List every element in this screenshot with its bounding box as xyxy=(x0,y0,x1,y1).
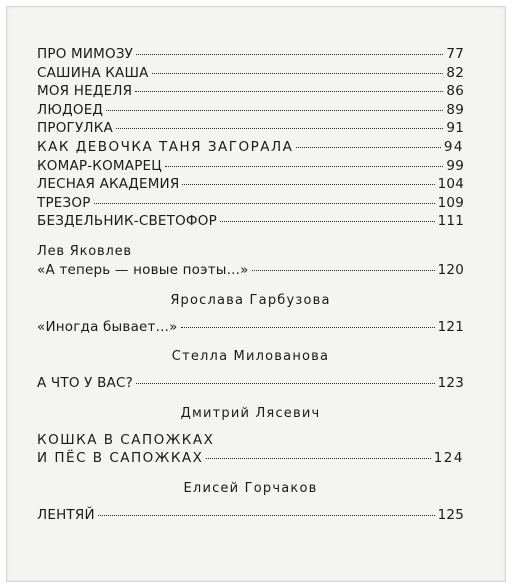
toc-entry xyxy=(37,212,464,231)
toc-entry xyxy=(37,449,464,468)
dot-leader xyxy=(136,383,435,384)
toc-entry-page: 124 xyxy=(433,450,464,467)
toc-entry-title: «А теперь — новые поэты...» xyxy=(37,261,249,278)
dot-leader xyxy=(136,54,443,55)
toc-entry-title: ЛЕНТЯЙ xyxy=(37,506,95,523)
toc-entry-title-line1: КОШКА В САПОЖКАХ xyxy=(37,431,215,448)
dot-leader xyxy=(116,128,443,129)
toc-entry-page: 123 xyxy=(437,375,464,392)
dot-leader xyxy=(252,270,435,271)
toc-entry-page: 86 xyxy=(446,83,464,100)
toc-entry xyxy=(37,175,464,194)
dot-leader xyxy=(182,184,434,185)
toc-entry-page: 125 xyxy=(437,506,464,523)
toc-entry xyxy=(37,318,464,337)
toc-entry xyxy=(37,194,464,213)
toc-entry-title: МОЯ НЕДЕЛЯ xyxy=(37,83,133,100)
toc-entry-page: 109 xyxy=(437,194,464,211)
toc-entry-page: 89 xyxy=(446,101,464,118)
toc-entry-title: ЛЕСНАЯ АКАДЕМИЯ xyxy=(37,176,180,193)
dot-leader xyxy=(181,327,435,328)
toc-entry-line xyxy=(37,431,464,450)
toc-entry xyxy=(37,45,464,64)
toc-entry-page: 77 xyxy=(446,46,464,62)
author-name: Елисей Горчаков xyxy=(183,480,318,496)
toc-entry xyxy=(37,261,464,280)
toc-entry-page: 91 xyxy=(446,120,464,137)
toc-entry-page: 99 xyxy=(446,157,464,174)
toc-entry-title: ЛЮДОЕД xyxy=(37,101,104,118)
dot-leader xyxy=(206,458,430,459)
toc-entry xyxy=(37,82,464,101)
toc-entry xyxy=(37,374,464,393)
toc-entry-title: КАК ДЕВОЧКА ТАНЯ ЗАГОРАЛА xyxy=(37,138,294,155)
toc-entry-page: 104 xyxy=(437,176,464,193)
toc-entry xyxy=(37,64,464,83)
dot-leader xyxy=(98,515,435,516)
toc-entry-page: 120 xyxy=(437,261,464,278)
toc-entry-title: ПРО МИМОЗУ xyxy=(37,46,134,62)
toc-entry-title: ПРОГУЛКА xyxy=(37,120,113,137)
toc-entry xyxy=(37,119,464,138)
toc-entry-title: А ЧТО У ВАС? xyxy=(37,375,133,392)
toc-entry-title: ТРЕЗОР xyxy=(37,194,91,211)
table-of-contents xyxy=(37,45,464,525)
toc-entry-page: 111 xyxy=(437,213,464,230)
toc-entry xyxy=(37,157,464,176)
toc-entry xyxy=(37,506,464,525)
toc-entry xyxy=(37,101,464,120)
author-name: Лев Яковлев xyxy=(37,243,132,259)
toc-entry-page: 121 xyxy=(437,318,464,335)
author-name: Ярослава Гарбузова xyxy=(170,292,331,308)
dot-leader xyxy=(152,73,444,74)
toc-entry-page: 94 xyxy=(443,138,464,155)
dot-leader xyxy=(220,221,435,222)
dot-leader xyxy=(94,203,435,204)
author-name: Стелла Милованова xyxy=(171,349,330,365)
toc-entry-title: САШИНА КАША xyxy=(37,64,149,81)
toc-entry-title-line2: И ПЁС В САПОЖКАХ xyxy=(37,450,204,467)
dot-leader xyxy=(135,91,443,92)
book-page xyxy=(6,6,506,582)
toc-entry-title: КОМАР-КОМАРЕЦ xyxy=(37,157,162,174)
dot-leader xyxy=(165,166,443,167)
toc-entry-page: 82 xyxy=(446,64,464,81)
author-name: Дмитрий Лясевич xyxy=(180,405,321,421)
dot-leader xyxy=(296,147,440,148)
toc-entry xyxy=(37,138,464,157)
toc-entry-title: «Иногда бывает...» xyxy=(37,318,178,335)
toc-entry-title: БЕЗДЕЛЬНИК-СВЕТОФОР xyxy=(37,213,217,230)
dot-leader xyxy=(106,110,443,111)
